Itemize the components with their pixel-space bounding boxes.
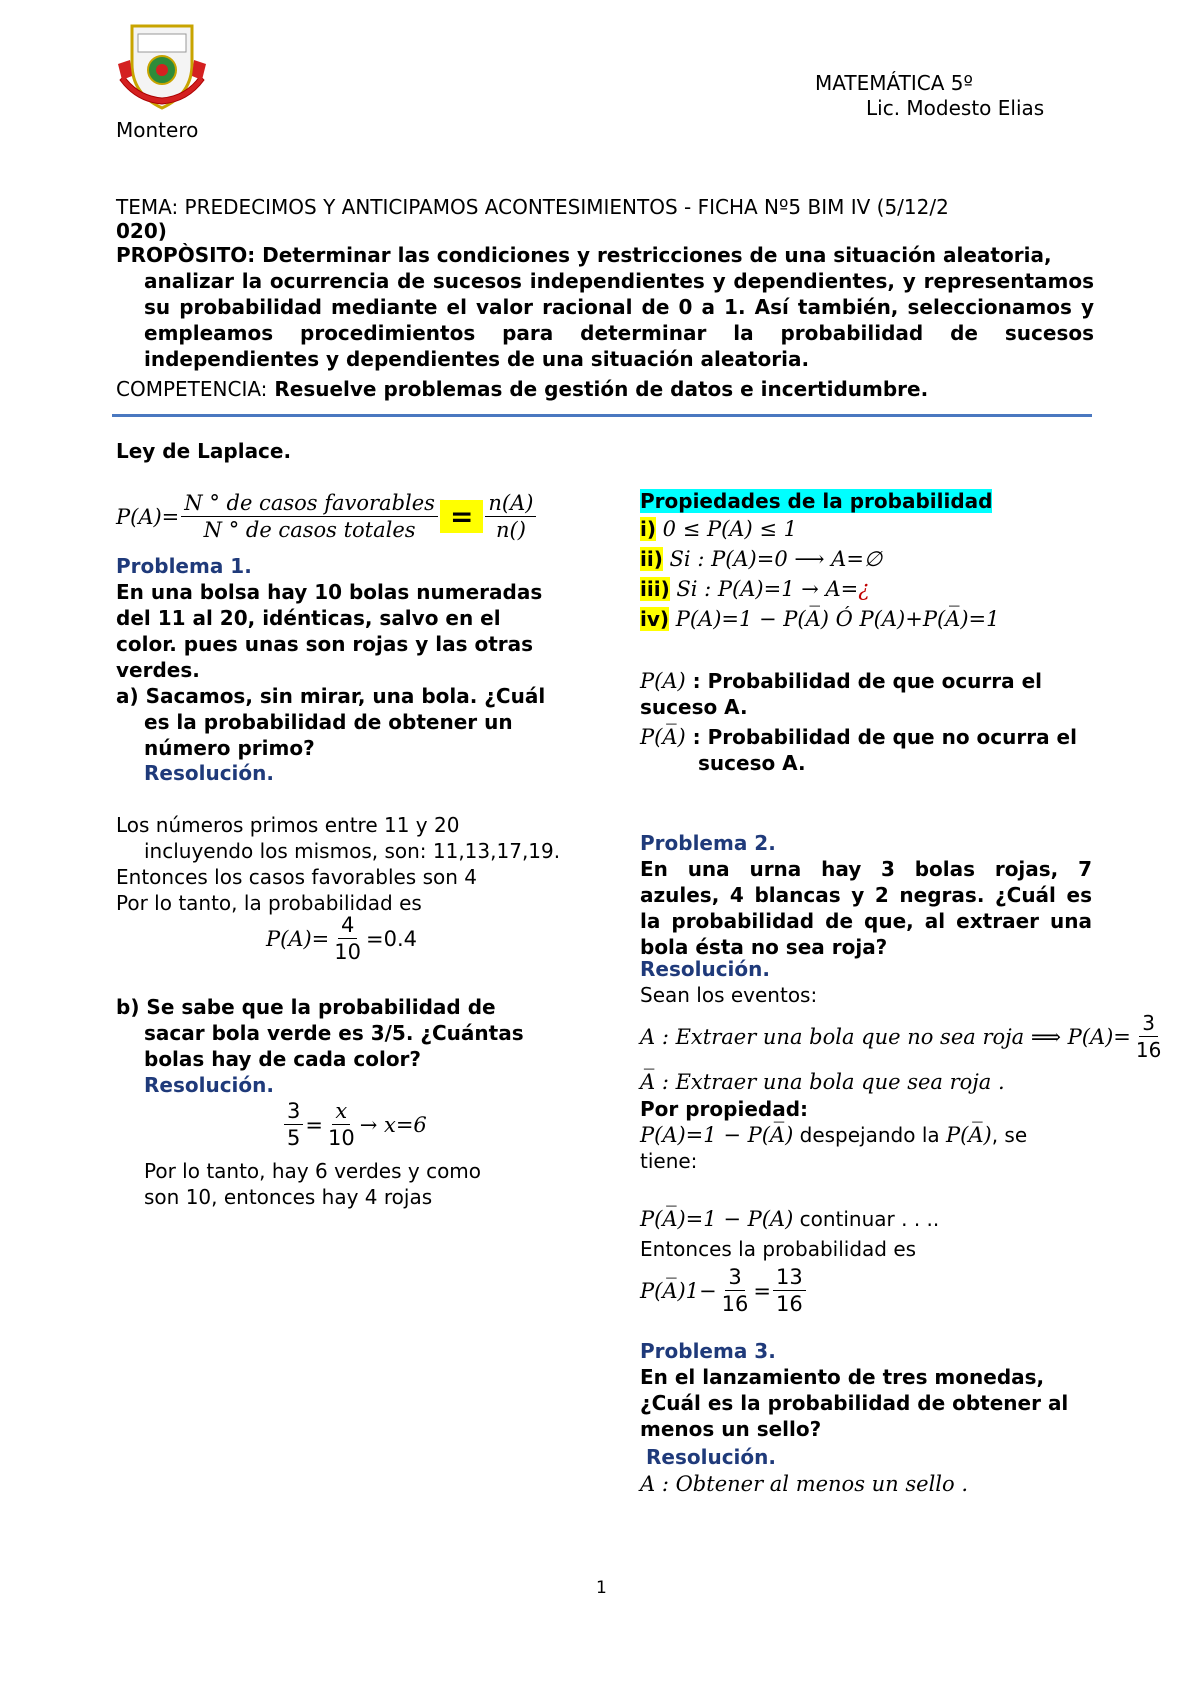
text-line: b) Se sabe que la probabilidad de	[116, 995, 496, 1019]
text-line: En el lanzamiento de tres monedas,	[640, 1365, 1045, 1389]
course-title: MATEMÁTICA 5º	[815, 71, 973, 95]
derivation-text: despejando la	[793, 1123, 946, 1147]
text-line: Los números primos entre 11 y 20	[116, 813, 460, 837]
formula-denominator: 16	[721, 1292, 749, 1316]
teacher-name: Lic. Modesto Elias	[866, 96, 1045, 120]
event-a-text: A : Extraer una bola que no sea roja ⟹ P(A)=	[640, 1024, 1131, 1049]
text-line: bolas hay de cada color?	[144, 1047, 422, 1071]
formula-denominator: 10	[334, 940, 362, 964]
text-line: Entonces los casos favorables son 4	[116, 865, 477, 889]
text-line: la probabilidad de que, al extraer una	[640, 909, 1092, 933]
section-divider	[112, 414, 1092, 417]
event-abar: A̅ : Extraer una bola que sea roja .	[640, 1070, 1005, 1094]
laplace-equals: =	[440, 500, 483, 533]
laplace-r-denominator: n()	[495, 518, 526, 542]
property-label: ii)	[640, 547, 663, 571]
formula-denominator: 5	[287, 1126, 301, 1150]
derivation-math: P(A̅)	[946, 1123, 992, 1147]
resolution-label: Resolución.	[144, 761, 274, 785]
laplace-r-numerator: n(A)	[485, 490, 536, 517]
page-number: 1	[596, 1578, 607, 1598]
proposito-line: empleamos procedimientos para determinar la probabilidad de sucesos	[144, 321, 1094, 345]
definition-pa	[640, 668, 1100, 720]
event-a	[640, 1010, 1166, 1063]
derivation-text: , se	[991, 1123, 1028, 1147]
problem2-title: Problema 2.	[640, 831, 776, 855]
events-intro: Sean los eventos:	[640, 983, 818, 1007]
proposito-block	[116, 242, 1094, 372]
def-symbol: P(A)	[640, 669, 686, 693]
problem1b-conclusion	[144, 1158, 584, 1210]
properties-list	[640, 516, 999, 636]
text-line: verdes.	[116, 658, 200, 682]
formula-fraction	[325, 1098, 358, 1151]
competencia-text: Resuelve problemas de gestión de datos e incertidumbre.	[267, 377, 929, 401]
laplace-fraction	[181, 490, 438, 543]
resolution-label: Resolución.	[646, 1445, 776, 1469]
formula-result: → x=6	[359, 1112, 427, 1137]
problem3-title: Problema 3.	[640, 1339, 776, 1363]
property-expr: Si : P(A)=1 → A=	[669, 577, 859, 601]
text-line: número primo?	[144, 736, 315, 760]
text-line: ¿Cuál es la probabilidad de obtener al	[640, 1391, 1069, 1415]
text-line: son 10, entonces hay 4 rojas	[144, 1185, 433, 1209]
formula-numerator: 3	[284, 1098, 303, 1125]
def-text-cont: suceso A.	[698, 751, 806, 775]
property-item	[640, 606, 999, 636]
formula-equals: =	[305, 1112, 323, 1137]
property-expr: P(A)=1 − P(A̅) Ó P(A)+P(A̅)=1	[669, 607, 1000, 631]
problem1b-statement	[116, 994, 576, 1072]
property-item	[640, 546, 999, 576]
derivation-text: tiene:	[640, 1149, 698, 1173]
formula-denominator: 10	[327, 1126, 355, 1150]
formula-denominator: 16	[1135, 1038, 1162, 1062]
problem1-statement	[116, 579, 576, 761]
tema-line-cont: 020)	[116, 219, 167, 243]
property-derivation	[640, 1122, 1100, 1174]
property-extra: ¿	[858, 577, 870, 601]
competencia-label: COMPETENCIA:	[116, 377, 268, 401]
laplace-heading: Ley de Laplace.	[116, 439, 292, 463]
resolution-label: Resolución.	[640, 957, 770, 981]
formula-numerator: 3	[725, 1264, 744, 1291]
text-line: En una urna hay 3 bolas rojas, 7	[640, 857, 1092, 881]
teacher-name-cont: Montero	[116, 118, 199, 142]
formula-fraction	[773, 1264, 806, 1317]
laplace-denominator: N ° de casos totales	[203, 518, 416, 542]
formula-lhs: P(A̅)1−	[640, 1278, 717, 1303]
problem2-statement	[640, 856, 1092, 960]
problem1-title: Problema 1.	[116, 554, 252, 578]
definition-pabar	[640, 724, 1100, 776]
formula-lhs: P(A)=	[266, 926, 330, 951]
school-logo	[116, 20, 208, 112]
property-expr: 0 ≤ P(A) ≤ 1	[656, 517, 797, 541]
problem3-event: A : Obtener al menos un sello .	[640, 1472, 969, 1496]
text-line: menos un sello?	[640, 1417, 822, 1441]
resolution-label: Resolución.	[144, 1073, 274, 1097]
property-expr: Si : P(A)=0 ⟶ A=∅	[662, 547, 883, 571]
formula-fraction	[719, 1264, 752, 1317]
laplace-formula	[116, 490, 538, 543]
formula-fraction	[284, 1098, 303, 1151]
final-formula	[640, 1264, 808, 1317]
problem1b-formula	[282, 1098, 427, 1151]
tema-line: TEMA: PREDECIMOS Y ANTICIPAMOS ACONTESIMIENTOS - FICHA Nº5 BIM IV (5/12/2	[116, 195, 949, 219]
formula-numerator: 3	[1139, 1010, 1158, 1037]
text-line: bola ésta no sea roja?	[640, 935, 888, 959]
def-text-cont: suceso A.	[640, 695, 748, 719]
problem3-statement	[640, 1364, 1100, 1442]
formula-result: =0.4	[366, 926, 418, 951]
laplace-lhs: P(A)=	[116, 504, 180, 529]
formula-numerator: x	[332, 1098, 350, 1125]
problem1a-solution	[116, 812, 596, 916]
properties-title	[640, 488, 992, 514]
def-text: : Probabilidad de que ocurra el	[685, 669, 1043, 693]
derivation-math: P(A)=1 − P(A̅)	[640, 1123, 794, 1147]
text-line: del 11 al 20, idénticas, salvo en el	[116, 606, 501, 630]
formula-denominator: 16	[775, 1292, 803, 1316]
continue-text: continuar . . ..	[793, 1207, 940, 1231]
property-item	[640, 516, 999, 546]
competencia-line	[116, 376, 928, 402]
formula-numerator: 4	[338, 912, 357, 939]
formula-numerator: 13	[773, 1264, 806, 1291]
proposito-line: analizar la ocurrencia de sucesos independientes y dependientes, y representamos	[144, 269, 1094, 293]
text-line: a) Sacamos, sin mirar, una bola. ¿Cuál	[116, 684, 546, 708]
text-line: incluyendo los mismos, son: 11,13,17,19.	[144, 839, 561, 863]
def-symbol: P(A̅)	[640, 725, 686, 749]
text-line: sacar bola verde es 3/5. ¿Cuántas	[144, 1021, 524, 1045]
properties-title-text: Propiedades de la probabilidad	[640, 489, 993, 513]
proposito-label: PROPÒSITO:	[116, 243, 256, 267]
laplace-numerator: N ° de casos favorables	[181, 490, 438, 517]
formula-fraction	[331, 912, 364, 965]
property-item	[640, 576, 999, 606]
property-label: i)	[640, 517, 656, 541]
continue-line	[640, 1206, 939, 1232]
laplace-fraction-right	[485, 490, 536, 543]
text-line: Por lo tanto, la probabilidad es	[116, 891, 422, 915]
formula-equals: =	[753, 1278, 771, 1303]
event-a-fraction	[1133, 1010, 1164, 1063]
problem1a-formula	[266, 912, 417, 965]
text-line: azules, 4 blancas y 2 negras. ¿Cuál es	[640, 883, 1092, 907]
text-line: es la probabilidad de obtener un	[144, 710, 513, 734]
proposito-line: su probabilidad mediante el valor racional de 0 a 1. Así también, seleccionamos y	[144, 295, 1094, 319]
text-line: Por lo tanto, hay 6 verdes y como	[144, 1159, 482, 1183]
text-line: En una bolsa hay 10 bolas numeradas	[116, 580, 543, 604]
proposito-line: Determinar las condiciones y restricciones de una situación aleatoria,	[255, 243, 1052, 267]
continue-math: P(A̅)=1 − P(A)	[640, 1207, 794, 1231]
proposito-line: independientes y dependientes de una situación aleatoria.	[144, 347, 810, 371]
by-property-label: Por propiedad:	[640, 1097, 809, 1121]
def-text: : Probabilidad de que no ocurra el	[685, 725, 1077, 749]
property-label: iii)	[640, 577, 670, 601]
final-intro: Entonces la probabilidad es	[640, 1237, 917, 1261]
text-line: color. pues unas son rojas y las otras	[116, 632, 534, 656]
property-label: iv)	[640, 607, 670, 631]
